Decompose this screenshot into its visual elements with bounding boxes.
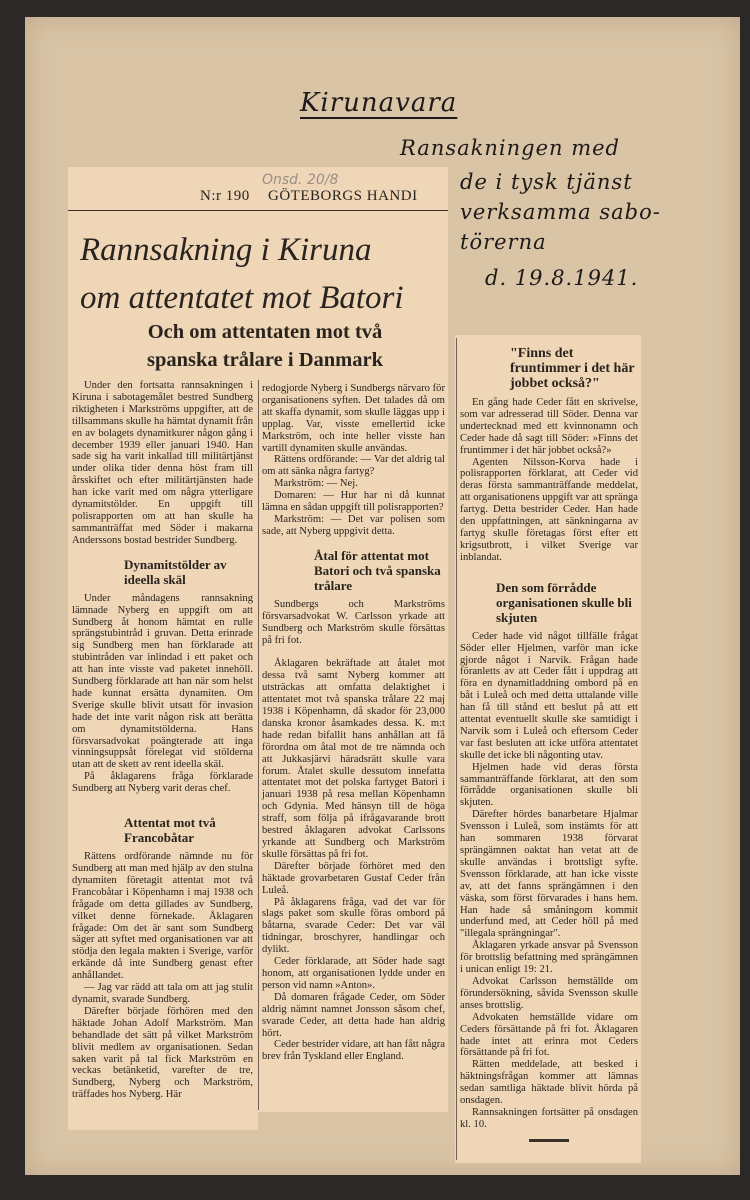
paragraph: Hjelmen hade vid deras första sammanträffande förklarat, att den som förrådde organisationen skulle bli skjuten. [460,761,638,809]
headline-line: om attentatet mot Batori [80,280,404,316]
subheadline: Och om attentaten mot två spanska trålare i Danmark [147,321,383,371]
headline [80,226,404,322]
handwritten-note-line: de i tysk tjänst [460,170,633,194]
article-column-middle [262,383,445,1063]
section-heading: Attentat mot två Francobåtar [124,815,216,846]
handwritten-title: Kirunavara [300,88,458,118]
section-heading: "Finns det fruntimmer i det här jobbet också?" [510,346,635,391]
article-column-left [72,380,253,1101]
article-end-rule [529,1139,569,1142]
section-heading: Åtal för attentat mot Batori och två spanska trålare [314,547,441,593]
handwritten-note-line: törerna [460,230,547,254]
masthead [200,188,432,205]
paragraph: Därefter började förhöret med den häktade grovarbetaren Gustaf Ceder från Luleå. [262,860,445,896]
paragraph: Rättens ordförande: — Var det aldrig tal om att sänka några fartyg? [262,454,445,478]
paragraph: Advokaten hemställde vidare om Ceders försättande på fri fot. Åklagaren hade intet att erinra mot Ceders försättande på fri fot. [460,1011,638,1059]
paragraph: Därefter började förhören med den häktade Johan Adolf Markström. Man behandlade det sätt på vilket Markström blivit medlem av organisationen. Sedan saken varit på tal fick Markström en veckas betänketid, varefter de tre, Sundberg, Nyberg och Markström, träffades hos Nyberg. Här [72,1005,253,1101]
pencil-date-note: Onsd. 20/8 [262,172,339,188]
paragraph: redogjorde Nyberg i Sundbergs närvaro för organisationens syften. Det talades då om att skaffa dynamit, som skulle läggas upp i upplag. Var, visste emellertid icke Markström, och inte heller visste han vartill dynamiten skulle användas. [262,383,445,454]
paragraph: Därefter hördes banarbetare Hjalmar Svensson i Luleå, som instämts för att han sommaren 1938 förvarat sprängämnen oaktat han vetat att de skulle användas i brottsligt syfte. Svensson förklarade, att han icke visste av, att det fanns sprängämnen i den väska, som först förvarades i hans hem. Han hade så småningom kommit underfund med, att Ceder höll på med "illegala sprängningar". [460,809,638,940]
paragraph: En gång hade Ceder fått en skrivelse, som var adresserad till Söder. Denna var undertecknad med ett kvinnonamn och Ceder hade då sagt till Söder: »Finns det fruntimmer i det här jobbet också?» [460,397,638,456]
paragraph: Under måndagens rannsakning lämnade Nyberg en uppgift om att Sundberg åt honom hämtat en rulle sprängstubintråd i gruvan. Detta erinrade sig Sundberg men han förklarade att stubintråden var inlindad i ett paket och att han inte visste vad paketet innehöll. Sundberg förklarade att han när som helst hade kunnat ersätta dynamiten. Om Sverige skulle blivit utsatt för invasion hade det inte varit någon risk att berätta om dynamitstölderna. Hans försvarsadvokat poängterade att inga vinningsuppsåt förelegat vid stölderna utan att de skett av rent ideella skäl. [72,592,253,771]
paragraph: Rannsakningen fortsätter på onsdagen kl. 10. [460,1106,638,1130]
column-divider [258,380,259,1110]
issue-number: N:r 190 [200,188,250,204]
paragraph: — Jag var rädd att tala om att jag stulit dynamit, svarade Sundberg. [72,982,253,1005]
paragraph: På åklagarens fråga, vad det var för slags paket som skulle föras ombord på båtarna, svarade Ceder: Det var väl tidningar, broschyrer, handlingar och dylikt. [262,896,445,956]
paragraph: Markström: — Nej. [274,478,358,490]
paragraph: På åklagarens fråga förklarade Sundberg att Nyberg varit deras chef. [72,771,253,795]
paragraph: Sundbergs och Markströms försvarsadvokat W. Carlsson yrkade att Sundberg och Markström skulle försättas på fri fot. [262,598,445,646]
paragraph: Under den fortsatta rannsakningen i Kiruna i sabotagemålet bestred Sundberg riktigheten i Markströms uppgifter, att de tillsammans skulle ha hämtat dynamit från en av bolagets dynamitkurer någon gång i december 1939 eller januari 1940. Han sade sig ha varit inkallad till militärtjänst under olika tider denna höst fram till årsskiftet och efter militärtjänsten hade han icke varit med om några ytterligare dynamitstölder. En uppgift till polisrapporten om att han skulle ha sammanträffat med Söder i makarna Anderssons bostad bestrider Sundberg. [72,380,253,546]
paragraph: Ceder förklarade, att Söder hade sagt honom, att organisationen lydde under en person vid namn »Anton». [262,956,445,991]
paragraph: Rätten meddelade, att besked i häktningsfrågan kommer att lämnas sedan samtliga häktade blivit hörda på onsdagen. [460,1059,638,1107]
handwritten-note-line: Ransakningen med [400,136,620,160]
paragraph: Ceder hade vid något tillfälle frågat Söder eller Hjelmen, varför man icke gjorde något i Narvik. Frågan hade föranletts av att Ceder fått i uppdrag att föra en dynamitladdning ombord på en båt i Luleå och med detta uttalande ville han få till stånd ett beslut på att ett attentat eventuellt skulle ske samtidigt i Narvik som i Luleå och eftersom Ceder var fast besluten att icke utföra attentatet skulle det icke bli någonting utav. [460,630,638,761]
headline-line: Rannsakning i Kiruna [80,232,372,268]
article-column-right [460,342,638,1142]
handwritten-date: d. 19.8.1941. [485,266,639,290]
paragraph: Agenten Nilsson-Korva hade i polisrapporten förklarat, att Ceder vid deras första sammanträffande meddelat, att organisationens uppgift var att spränga fartyg. Detta bestrider Ceder. Han hade den uppfattningen, att sänkningarna av fartyg skulle företagas först efter ett krigsutbrott, i vilket Sverige var inblandat. [460,456,638,563]
clipping-left-column-end [68,1100,258,1130]
paragraph: Åklagaren yrkade ansvar på Svensson för brottslig befattning med sprängämnen i unican enligt 19: 21. [460,940,638,976]
section-heading: Den som förrådde organisationen skulle bli skjuten [496,579,632,625]
paragraph: Markström: — Det var polisen som sade, att Nyberg uppgivit detta. [262,513,445,537]
paragraph: Åklagaren bekräftade att åtalet mot dessa två samt Nyberg kommer att utsträckas att omfatta delaktighet i attentatet mot två spanska trålare 22 maj 1938 i Köpenhamn, då skador för 23,000 danska kronor åsamkades dessa. K. m:t hade redan bifallit hans anhållan att få förordna om åtal mot de tre nämnda och att Jukkasjärvi häradsrätt skulle vara forum. Åtalet skulle dessutom innefatta attentatet mot det polska fartyget Batori i januari 1938 på resa mellan Köpenhamn och Gdynia. Med hänsyn till de höga straff, som följa på ifrågavarande brott bestred åklagaren advokat Carlssons yrkande att Sundberg och Markström skulle försättas på fri fot. [262,658,445,860]
newspaper-name: GÖTEBORGS HANDI [268,188,418,204]
paragraph: Domaren: — Hur har ni då kunnat lämna en sådan uppgift till polisrapporten? [262,490,445,514]
column-divider [456,338,457,1160]
masthead-rule [68,210,448,211]
paragraph: Rättens ordförande nämnde nu för Sundberg att man med hjälp av den stulna dynamiten företagit attentat mot två Francobåtar i Köpenhamn i maj 1938 och frågade om detta gillades av Sundberg, vilket denne förnekade. Åklagaren frågade: Om det är sant som Sundberg säger att syftet med organisationen var att stödja den legala makten i Sverige, varför erkände då inte Sundberg genast efter anhållandet. [72,851,253,982]
paragraph: Advokat Carlsson hemställde om förundersökning, såvida Svensson skulle anses brottslig. [460,975,638,1011]
handwritten-note-line: verksamma sabo- [460,200,661,224]
paragraph: Då domaren frågade Ceder, om Söder aldrig nämnt namnet Jonsson såsom chef, svarade Ceder, att detta hade han aldrig hört. [262,991,445,1039]
paragraph: Ceder bestrider vidare, att han fått några brev från Tyskland eller England. [262,1039,445,1063]
section-heading: Dynamitstölder av ideella skäl [124,556,227,587]
